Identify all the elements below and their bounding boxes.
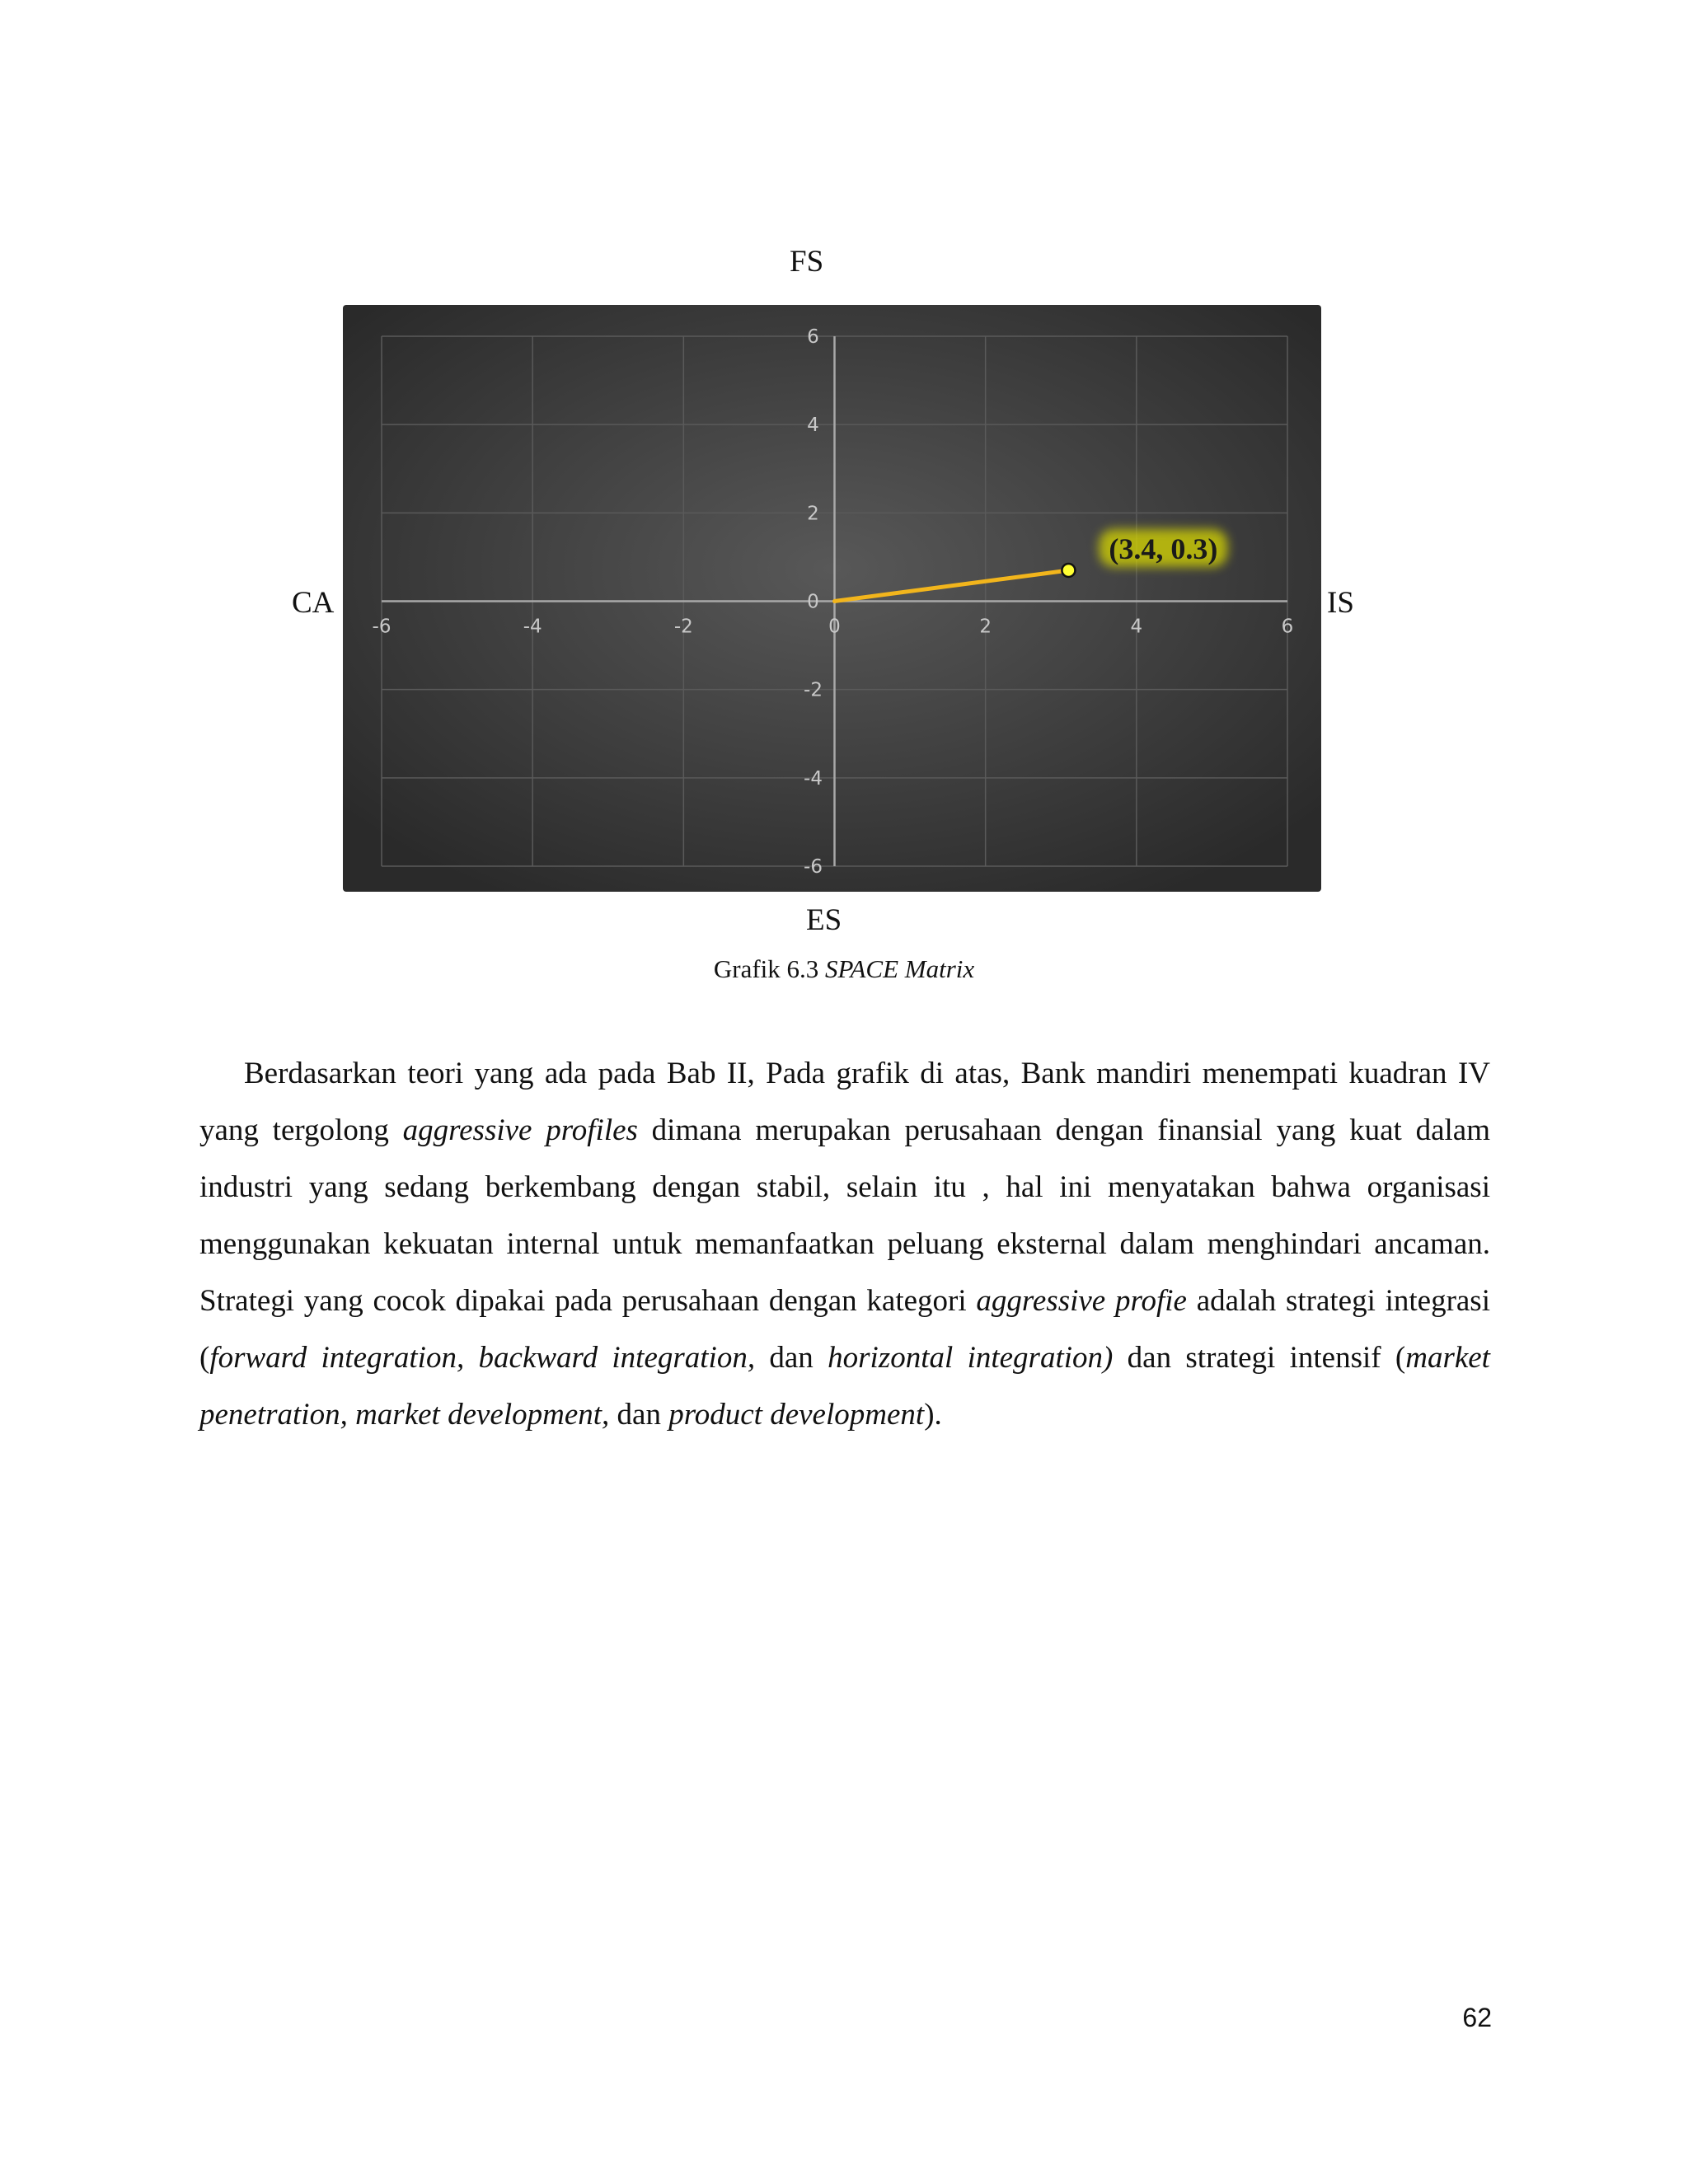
space-matrix-chart [0, 0, 1688, 907]
body-paragraph [199, 1045, 1490, 1443]
text-run: dan [755, 1341, 828, 1375]
text-run: dimana merupakan perusahaan dengan finansial yang kuat dalam industri yang sedang berkembang dengan stabil, selain itu , hal ini menyatakan bahwa organisasi menggunakan kekuatan internal untuk memanfaatkan peluang eksternal dalam menghindari ancaman. Strategi yang cocok dipakai pada perusahaan dengan kategori [199, 1113, 1490, 1318]
x-tick-label: -6 [372, 616, 392, 638]
caption-prefix: Grafik 6.3 [713, 954, 826, 983]
axis-label-is: IS [1327, 586, 1354, 620]
x-tick-label: -4 [523, 616, 542, 638]
text-run: dan strategi intensif ( [1113, 1341, 1406, 1375]
axis-label-es: ES [806, 903, 842, 937]
italic-term: horizontal integration) [828, 1341, 1114, 1375]
italic-term: market penetration, market development, [199, 1341, 1490, 1432]
caption-title: SPACE Matrix [825, 954, 975, 983]
x-tick-label: 6 [1281, 616, 1294, 638]
y-tick-label: -2 [804, 679, 823, 701]
text-run: Berdasarkan teori yang ada pada Bab II, Pada grafik di atas, Bank mandiri menempati kuadran IV yang tergolong [199, 1057, 1490, 1147]
figure-caption [0, 954, 1688, 984]
x-tick-label: 2 [979, 616, 992, 638]
text-run: adalah strategi integrasi ( [199, 1284, 1490, 1375]
text-run: dan [609, 1398, 669, 1432]
y-tick-label: -4 [804, 767, 823, 790]
y-tick-label: 2 [807, 503, 819, 525]
point-annotation: (3.4, 0.3) [1109, 532, 1218, 565]
chart-background [343, 305, 1321, 892]
text-run: ). [924, 1398, 942, 1432]
italic-term: aggressive profie [976, 1284, 1187, 1318]
italic-term: aggressive profiles [402, 1113, 638, 1147]
x-tick-label: 4 [1130, 616, 1143, 638]
y-tick-label: 4 [807, 415, 819, 437]
y-tick-label: 0 [807, 591, 819, 613]
page-number: 62 [1462, 2003, 1492, 2032]
y-tick-label: -6 [804, 856, 823, 878]
x-tick-label: -2 [673, 616, 693, 638]
axis-label-ca: CA [292, 586, 335, 620]
x-tick-label: 0 [828, 616, 841, 638]
axis-label-fs: FS [790, 245, 824, 279]
y-tick-label: 6 [807, 326, 819, 348]
data-point [1062, 564, 1075, 577]
italic-term: product development [668, 1398, 925, 1432]
italic-term: forward integration, backward integration, [209, 1341, 756, 1375]
